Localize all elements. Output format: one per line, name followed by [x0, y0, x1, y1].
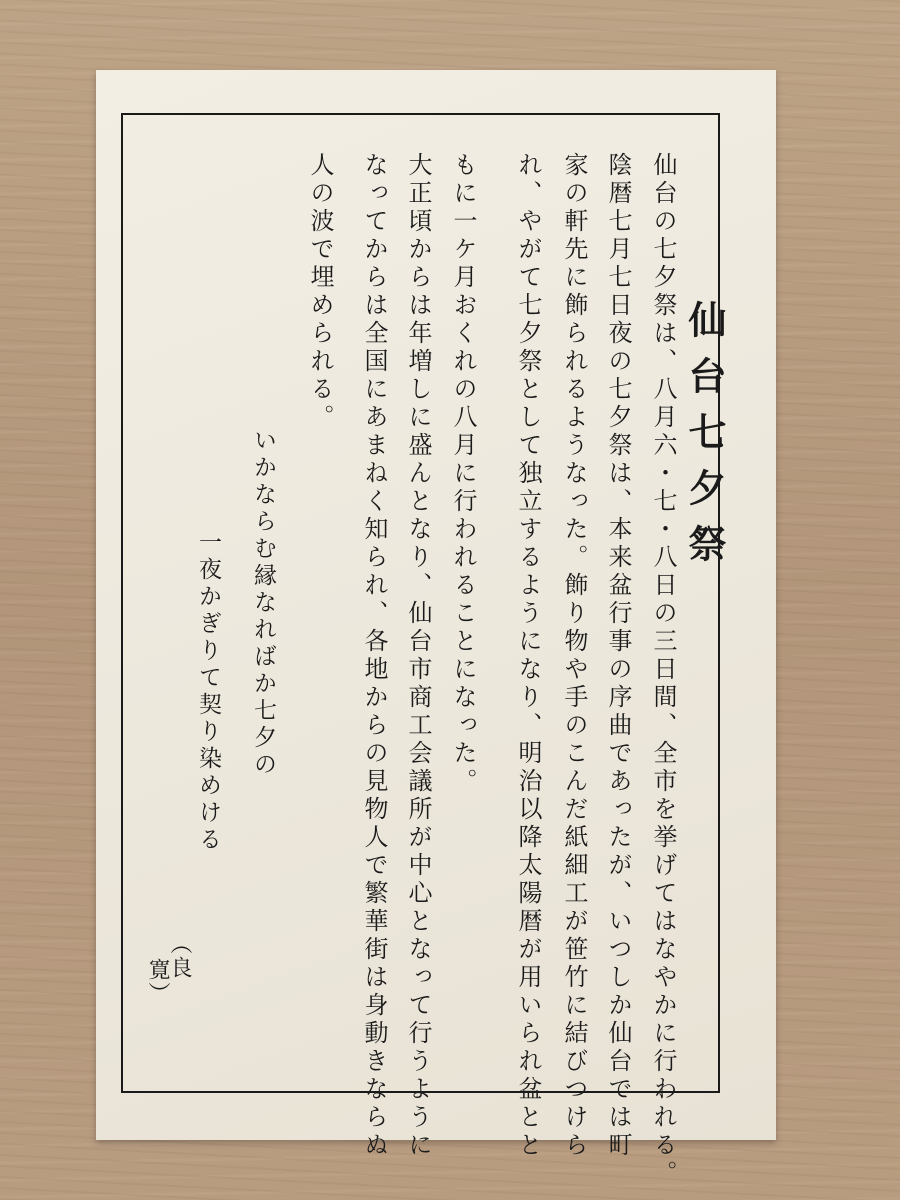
document-title: 仙台七夕祭: [682, 300, 727, 580]
body-line-5: もに一ケ月おくれの八月に行われることになった。: [449, 152, 477, 796]
author-close: 寛）: [145, 958, 170, 1006]
body-line-1: 仙台の七夕祭は、八月六・七・八日の三日間、全市を挙げてはなやかに行われる。: [649, 152, 677, 1188]
poem-line-2: 一夜かぎりて契り染めける: [195, 530, 221, 854]
body-line-7: なってからは全国にあまねく知られ、各地からの見物人で繁華街は身動きならぬ: [360, 152, 388, 1160]
tanabata-leaflet: [96, 70, 776, 1188]
body-line-3: 家の軒先に飾られるようなった。飾り物や手のこんだ紙細工が笹竹に結びつけら: [560, 152, 588, 1160]
body-line-8: 人の波で埋められる。: [306, 152, 334, 432]
body-line-4: れ、やがて七夕祭として独立するようになり、明治以降太陽暦が用いられ盆とと: [514, 152, 542, 1160]
poem-line-1: いかならむ縁なればか七夕の: [250, 428, 276, 779]
author-open: （良: [167, 932, 192, 980]
body-line-6: 大正頃からは年増しに盛んとなり、仙台市商工会議所が中心となって行うように: [404, 152, 432, 1160]
poem-author: [146, 932, 190, 1006]
body-line-2: 陰暦七月七日夜の七夕祭は、本来盆行事の序曲であったが、いつしか仙台では町: [604, 152, 632, 1160]
